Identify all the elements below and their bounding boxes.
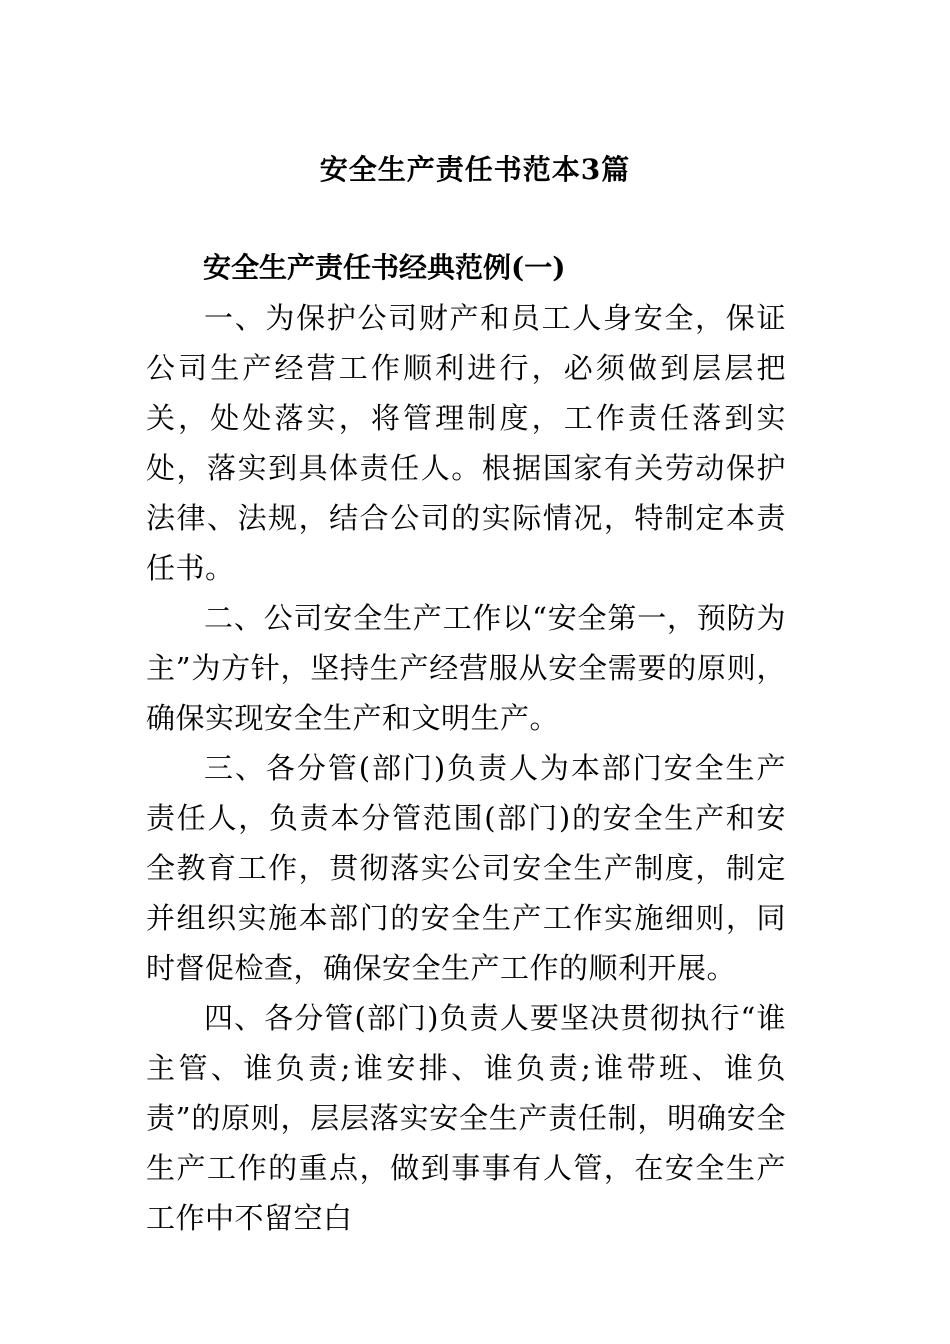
document-body (146, 293, 786, 1243)
document-title: 安全生产责任书范本3篇 (319, 153, 631, 186)
section-heading: 安全生产责任书经典范例(一) (203, 251, 566, 284)
paragraph-3: 三、各分管(部门)负责人为本部门安全生产责任人，负责本分管范围(部门)的安全生产和安全教育工作，贯彻落实公司安全生产制度，制定并组织实施本部门的安全生产工作实施细则，同时督促检查，确保安全生产工作的顺利开展。 (146, 751, 786, 985)
paragraph-1: 一、为保护公司财产和员工人身安全，保证公司生产经营工作顺利进行，必须做到层层把关，处处落实，将管理制度，工作责任落到实处，落实到具体责任人。根据国家有关劳动保护法律、法规，结合公司的实际情况，特制定本责任书。 (146, 301, 786, 585)
paragraph-4: 四、各分管(部门)负责人要坚决贯彻执行“谁主管、谁负责;谁安排、谁负责;谁带班、谁负责”的原则，层层落实安全生产责任制，明确安全生产工作的重点，做到事事有人管，在安全生产工作中不留空白 (146, 1001, 786, 1235)
paragraph-2: 二、公司安全生产工作以“安全第一，预防为主”为方针，坚持生产经营服从安全需要的原则，确保实现安全生产和文明生产。 (146, 601, 786, 735)
